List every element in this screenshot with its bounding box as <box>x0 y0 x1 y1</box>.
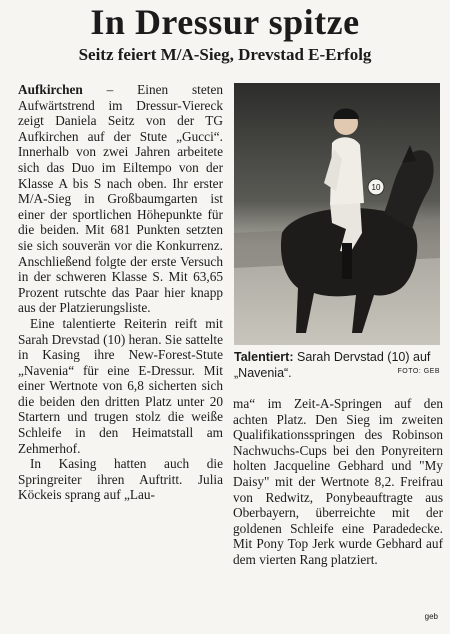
paragraph-2: Eine talentierte Reiterin reift mit Sarah Drevstad (10) heran. Sie sattelte in Kasing ihre New-Forest-Stute „Navenia“ für eine E-Dressur. Mit einer Wertnote von 6,8 sicherten sich die beiden den dritten Platz unter 20 Startern und trugen stolz die weiße Schleife in den Heimatstall am Zehmerhof. <box>18 315 223 456</box>
article-column-2 <box>233 396 443 568</box>
headline: In Dressur spitze <box>90 2 360 42</box>
horse-rider-illustration <box>234 83 440 345</box>
dateline: Aufkirchen <box>18 82 83 97</box>
photo-caption <box>234 349 440 381</box>
paragraph-1-text: – Einen steten Aufwärtstrend im Dressur-Viereck zeigt Daniela Seitz von der TG Aufkirchen auf der Stute „Gucci“. Innerhalb von zwei Jahren arbeitete sich das Duo im Eiltempo von der Klasse A bis S nach oben. Ihr erster M/A-Sieg in Großbaumgarten ist einer der sportlichen Höhepunkte für die beiden. Mit 681 Punkten setzten sie sich souverän vor die Konkurrenz. Anschließend folgte der erste Versuch in der schweren Klasse S. Mit 63,65 Prozent rutschte das Paar hier knapp aus der Platzierungsliste. <box>18 82 224 316</box>
paragraph-1 <box>18 82 223 316</box>
photo-credit: FOTO: GEB <box>397 368 440 375</box>
paragraph-4: ma“ im Zeit-A-Springen auf den achten Platz. Den Sieg im zweiten Qualifikationsspringen des Robinson Nachwuchs-Cups bei den Ponyreitern holten Jacqueline Gebhard und "My Daisy" mit der Wertnote 8,2. Freifrau von Redwitz, Ponybeauftragte aus Oberbayern, überreichte mit der goldenen Schleife eine Paradedecke. Mit Pony Top Jerk wurde Gebhard auf dem vierten Rang platziert. <box>233 396 443 567</box>
article-column-1 <box>18 82 223 503</box>
author-signature: geb <box>424 612 438 621</box>
caption-label: Talentiert: <box>234 350 294 364</box>
subheadline: Seitz feiert M/A-Sieg, Drevstad E-Erfolg <box>78 45 372 64</box>
caption-text: Sarah Dervstad (10) auf „Navenia“. <box>234 350 431 380</box>
rider-photo <box>234 83 440 345</box>
paragraph-3: In Kasing hatten auch die Springreiter ihren Auftritt. Julia Köckeis sprang auf „Lau- <box>18 456 223 503</box>
number-cloth-text: 10 <box>371 183 381 192</box>
